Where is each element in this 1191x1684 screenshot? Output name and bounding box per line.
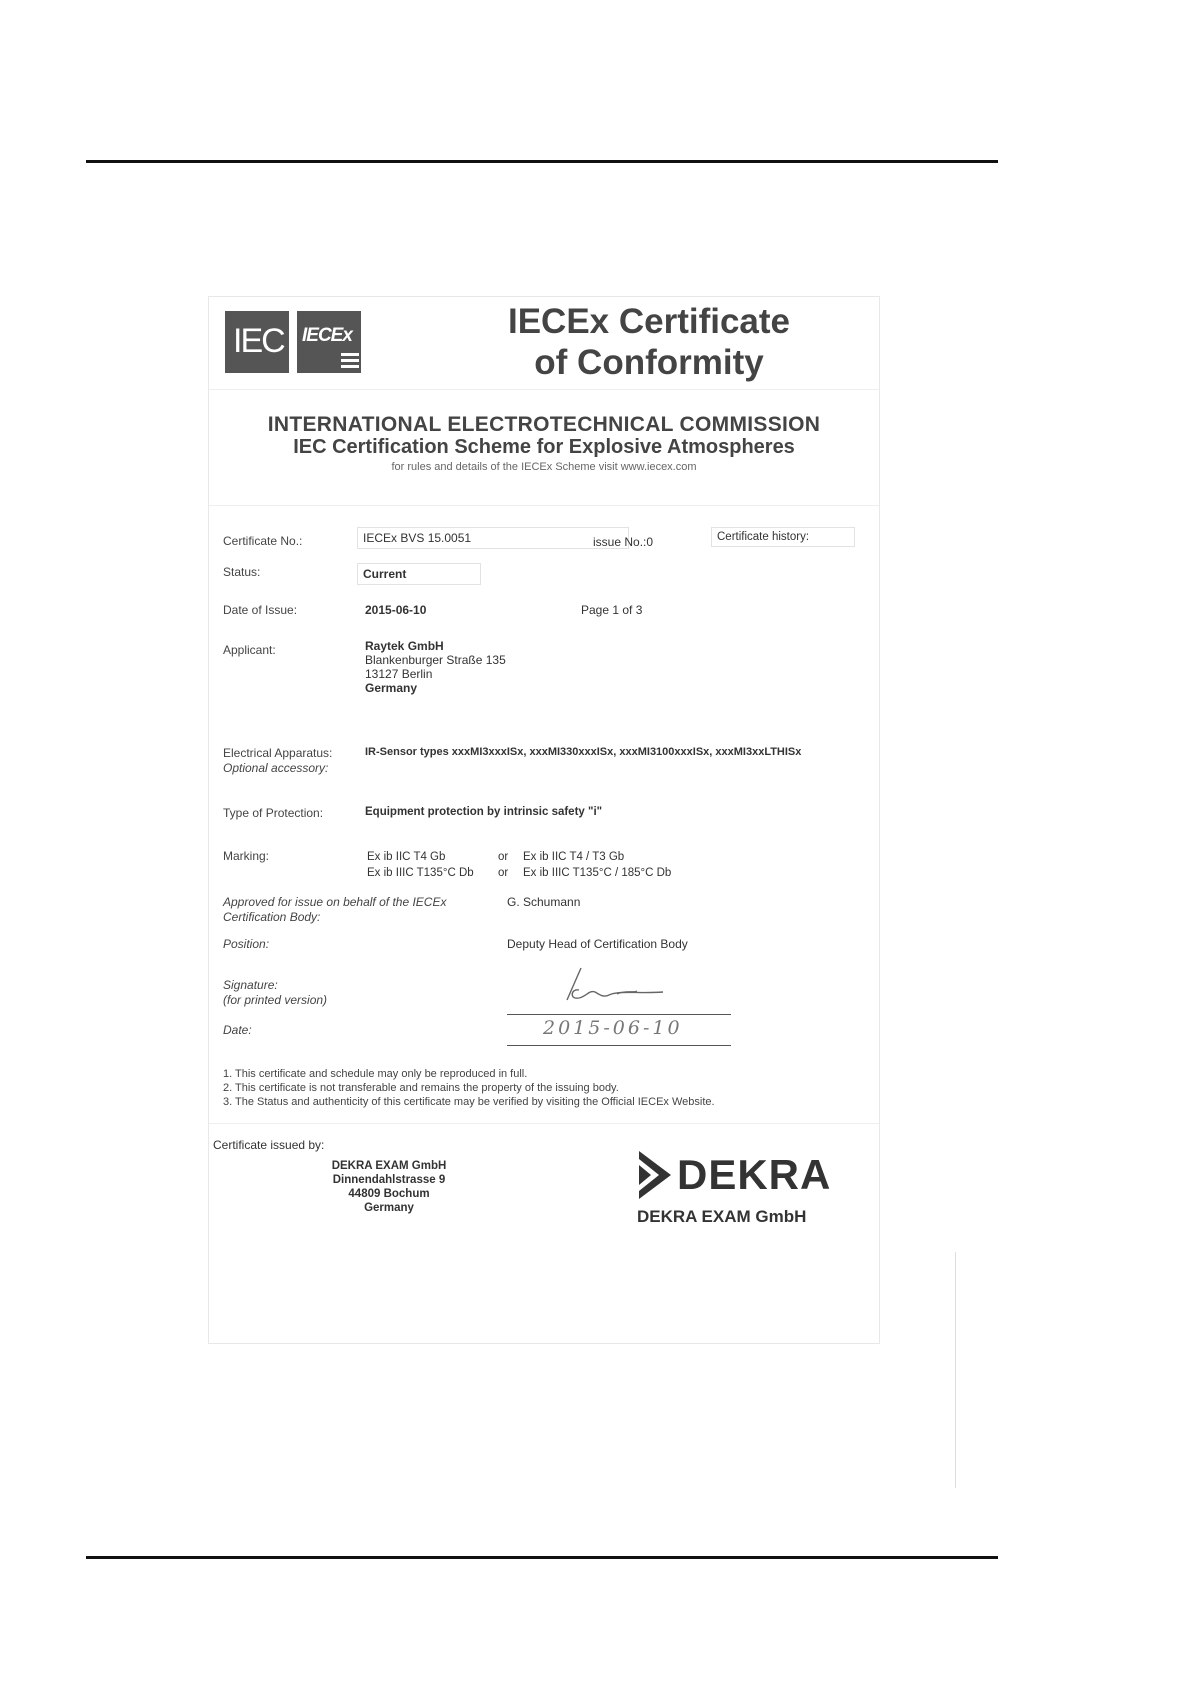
applicant-label: Applicant: [223, 643, 276, 657]
position-label: Position: [223, 937, 270, 951]
applicant-street: Blankenburger Straße 135 [365, 653, 506, 667]
page-indicator: Page 1 of 3 [581, 603, 643, 617]
cert-no-label: Certificate No.: [223, 534, 303, 548]
issuer-address [319, 1159, 459, 1215]
scan-edge-line [955, 1252, 956, 1488]
applicant-city: 13127 Berlin [365, 667, 433, 681]
dekra-logo-sub: DEKRA EXAM GmbH [637, 1207, 807, 1226]
marking-or-2: or [498, 867, 509, 879]
signature-date-label: Date: [223, 1023, 252, 1037]
applicant-block [365, 639, 506, 695]
title-line-2: of Conformity [534, 343, 764, 382]
org-divider [209, 505, 879, 506]
date-line [507, 1045, 731, 1046]
issuer-country: Germany [364, 1202, 414, 1214]
signature-label: Signature: (for printed version) [223, 978, 328, 1007]
marking-or-1: or [498, 851, 509, 863]
dekra-logo-icon [637, 1151, 673, 1201]
issuer-street: Dinnendahlstrasse 9 [332, 1174, 446, 1186]
certificate-history: Certificate history: [711, 527, 855, 547]
marking-1b: Ex ib IIC T4 / T3 Gb [523, 851, 625, 863]
status-value: Current [357, 563, 481, 585]
approved-label: Approved for issue on behalf of the IECEx Certification Body: [223, 895, 447, 924]
marking-2a: Ex ib IIIC T135°C Db [367, 867, 474, 879]
handwritten-signature [559, 962, 699, 1007]
iecex-logo: IECEx [297, 311, 361, 373]
header-rule [86, 160, 998, 163]
certificate-title [459, 301, 839, 383]
footer-rule [86, 1556, 998, 1559]
title-line-1: IECEx Certificate [507, 302, 791, 341]
marking-label: Marking: [223, 849, 270, 863]
signature-line [507, 1014, 731, 1015]
handwritten-date: 2015-06-10 [543, 1017, 683, 1039]
header-divider [209, 389, 879, 390]
iecex-stripes-icon [297, 311, 361, 373]
issuer-city: 44809 Bochum [348, 1188, 430, 1200]
issuer-divider [209, 1123, 879, 1124]
marking-1a: Ex ib IIC T4 Gb [367, 851, 446, 863]
org-name: INTERNATIONAL ELECTROTECHNICAL COMMISSION [267, 413, 821, 436]
issued-by-label: Certificate issued by: [213, 1138, 325, 1152]
apparatus-label: Electrical Apparatus: [223, 746, 333, 760]
apparatus-value: IR-Sensor types xxxMI3xxxISx, xxxMI330xxxISx, xxxMI3100xxxISx, xxxMI3xxLTHISx [365, 746, 802, 758]
iec-logo: IEC [225, 311, 289, 373]
apparatus-labels [223, 746, 332, 776]
certificate [208, 296, 880, 1344]
scheme-note: for rules and details of the IECEx Scheme visit www.iecex.com [391, 461, 697, 473]
date-of-issue-value: 2015-06-10 [365, 603, 427, 617]
approved-by: G. Schumann [507, 895, 581, 909]
issuer-name: DEKRA EXAM GmbH [331, 1160, 447, 1172]
scheme-name: IEC Certification Scheme for Explosive Atmospheres [293, 436, 795, 458]
accessory-label: Optional accessory: [223, 761, 329, 775]
issue-no: issue No.:0 [593, 535, 654, 549]
status-label: Status: [223, 565, 261, 579]
note-2: 2. This certificate is not transferable and remains the property of the issuing body. [223, 1082, 619, 1094]
dekra-logo-word: DEKRA [677, 1151, 832, 1198]
note-3: 3. The Status and authenticity of this certificate may be verified by visiting the Official IECEx Website. [223, 1096, 715, 1108]
applicant-name: Raytek GmbH [365, 639, 444, 653]
protection-label: Type of Protection: [223, 806, 324, 820]
note-1: 1. This certificate and schedule may only be reproduced in full. [223, 1068, 528, 1080]
cert-no-value: IECEx BVS 15.0051 [357, 527, 629, 549]
position-value: Deputy Head of Certification Body [507, 937, 688, 951]
protection-value: Equipment protection by intrinsic safety "i" [365, 806, 603, 818]
applicant-country: Germany [365, 681, 418, 695]
date-of-issue-label: Date of Issue: [223, 603, 298, 617]
marking-2b: Ex ib IIIC T135°C / 185°C Db [523, 867, 672, 879]
